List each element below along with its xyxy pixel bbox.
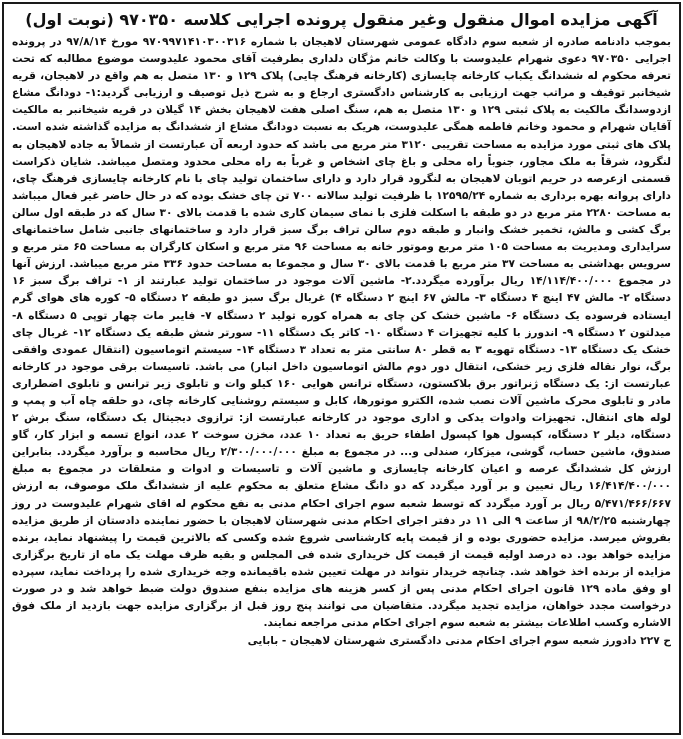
legal-notice — [2, 2, 681, 735]
notice-footer: ح ۲۲۷ دادورز شعبه سوم اجرای احکام مدنی دادگستری شهرستان لاهیجان - بابایی — [247, 635, 671, 648]
notice-body: بموجب دادنامه صادره از شعبه سوم دادگاه عمومی شهرستان لاهیجان با شماره ۹۷۰۹۹۷۱۴۱۰۳۰۰۳۱۶ مورخ ۹۷/۸/۱۴ در پرونده اجرایی ۹۷۰۳۵۰ دعوی شهرام علیدوست با وکالت خانم مژگان دلداری بطرفیت آقای محمود علیدوست موضوع مطالبه که تحت تعرفه محکوم له ششدانگ یکباب کارخانه چایسازی (کارخانه فرهنگ چایی) پلاک ۱۲۹ و ۱۳۰ متصل به هم واقع در لاهیجان، قریه شیخانبر توقیف و مراتب جهت ارزیابی به کارشناس دادگستری ارجاع و به شرح ذیل توصیف و ارزیابی گردید:۱- دودانگ مشاع ازدوسدانگ مالکیت به پلاک ثبتی ۱۲۹ و ۱۳۰ متصل به هم، سنگ اصلی هفت لاهیجان بخش ۱۴ گیلان در قریه شیخانبر به مالکیت آقایان شهرام و محمود وخانم فاطمه همگی علیدوست، هریک به نسبت دودانگ مشاع از ششدانگ به مزایده گذاشته شده است. پلاک های ثبتی مورد مزایده به مساحت تقریبی ۳۱۲۰ متر مربع می باشد که حدود اربعه آن عبارتست از شمالاً به جاده لاهیجان به لنگرود، شرقاً به ملک مجاور، جنوباً راه محلی و باغ چای اشخاص و غرباً به راه محلی محدود ومتصل میباشد. شایان ذکراست قسمتی ازعرصه در حریم اتوبان لاهیجان به لنگرود قرار دارد و دارای ساختمان تولید چای با نام کارخانه چایسازی فرهنگ چای، دارای پروانه بهره برداری به شماره ۱۲۵۹۵/۲۴ با ظرفیت تولید سالانه ۷۰۰ تن چای خشک بوده که در حال حاضر غیر فعال میباشد به مساحت ۲۲۸۰ متر مربع در دو طبقه با اسکلت فلزی با نمای سیمان کاری شده با قدمت بالای ۳۰ سال که در طبقه اول سالن برگ کشی و مالش، تخمیر خشک وانبار و طبقه دوم سالن تراف برگ سبز قرار دارد و ساختمانهای جانبی شامل ساختمانهای سرایداری ومدیریت به مساحت ۱۰۵ متر مربع وموتور خانه به مساحت ۹۶ متر مربع و اسکان کارگران به مساحت ۶۵ متر مربع و سرویس بهداشتی به مساحت ۳۷ متر مربع با قدمت بالای ۳۰ سال و مجموعا به مساحت حدود ۳۳۶ متر مربع میباشد. ارزش آنها در مجموع ۱۴/۱۱۴/۴۰۰/۰۰۰ ریال برآورده میگردد.۲- ماشین آلات موجود در ساختمان تولید عبارتند از ۱- تراف برگ سبز ۱۶ دستگاه ۲- مالش ۴۷ اینچ ۴ دستگاه ۳- مالش ۶۷ اینچ ۲ دستگاه ۴) غربال برگ سبز دو طبقه ۲ دستگاه ۵- کوره های هوای گرم ایستاده فرسوده یک دستگاه ۶- ماشین خشک کن چای به همراه کوره تولید ۲ دستگاه ۷- فایبر مات چهار توپی ۵ دستگاه ۸- میدلتون ۲ دستگاه ۹- اندورز با کلیه تجهیزات ۴ دستگاه ۱۰- کاتر یک دستگاه ۱۱- سورتر شش طبقه یک دستگاه ۱۲- غربال چای خشک یک دستگاه ۱۳- دستگاه تهویه ۳ به قطر ۸۰ سانتی متر به تعداد ۳ دستگاه ۱۴- سیستم اتوماسیون (انتقال عمودی وافقی برگ، نوار نقاله فلزی زیر خشکی، انتقال دور دوم مالش اتوماسیون داخل انبار) می باشد. تاسیسات برقی موجود در کارخانه عبارتست از: یک دستگاه ژنراتور برق بلاکستون، دستگاه ترانس هوایی ۱۶۰ کیلو وات و تابلوی زیر ترانس و تابلوی اضطراری مادر و تابلوی محرک ماشین آلات نصب شده، الکترو موتورها، کابل و سیستم روشنایی کارخانه چای، دو حلقه چاه آب و پمپ و لوله های انتقال. تجهیزات وادوات یدکی و اداری موجود در کارخانه عبارتست از: ترازوی دیجیتال یک دستگاه، سنگ برش ۲ دستگاه، دیلر ۲ دستگاه، کپسول هوا کپسول اطفاء حریق به تعداد ۱۰ عدد، مخزن سوخت ۲ عدد، انواع تسمه و ابزار کار، گاو صندوق، ماشین حساب، گوشی، میزکار، صندلی و... در مجموع به مبلغ ۲/۳۰۰/۰۰۰/۰۰۰ ریال محاسبه و برآورد میگردد. بنابراین ارزش کل ششدانگ عرصه و اعیان کارخانه چایسازی و ماشین آلات و تاسیسات و ادوات و متعلقات در مجموع به مبلغ ۱۶/۴۱۴/۴۰۰/۰۰۰ ریال تعیین و بر آورد میگردد که دو دانگ مشاع متعلق به محکوم علیه از ششدانگ ملک موصوف، به ارزش ۵/۴۷۱/۴۶۶/۶۶۷ ریال بر آورد میگردد که توسط شعبه سوم اجرای احکام مدنی به نفع محکوم له اقای شهرام علیدوست در روز چهارشنبه ۹۸/۲/۲۵ از ساعت ۹ الی ۱۱ در دفتر اجرای احکام مدنی شهرستان لاهیجان با حضور نماینده دادستان از طریق مزایده بفروش میرسد. مزایده حضوری بوده و از قیمت پایه کارشناسی شروع شده وکسی که بالاترین قیمت را پیشنهاد نماید، برنده مزایده خواهد بود. ده درصد اولیه قیمت از قیمت کل خریداری شده فی المجلس و بقیه ظرف مهلت یک ماه از تاریخ برگزاری مزایده از برنده اخذ خواهد شد. چنانچه خریدار نتواند در مهلت تعیین شده باقیمانده وجه خریداری شده را پرداخت نماید، سپرده او وفق ماده ۱۲۹ قانون اجرای احکام مدنی پس از کسر هزینه های مزایده بنفع صندوق دولت ضبط خواهد شد و در صورت درخواست مجدد خواهان، مزایده تجدید میگردد. متقاضیان می توانند پنج روز قبل از برگزاری مزایده جهت بازدید از ملک فوق الاشاره وکسب اطلاعات بیشتر به شعبه سوم اجرای احکام مدنی مراجعه نمایند. — [12, 36, 672, 630]
notice-title: آگهی مزایده اموال منقول وغیر منقول پرونده اجرایی کلاسه ۹۷۰۳۵۰ (نوبت اول) — [25, 10, 658, 29]
